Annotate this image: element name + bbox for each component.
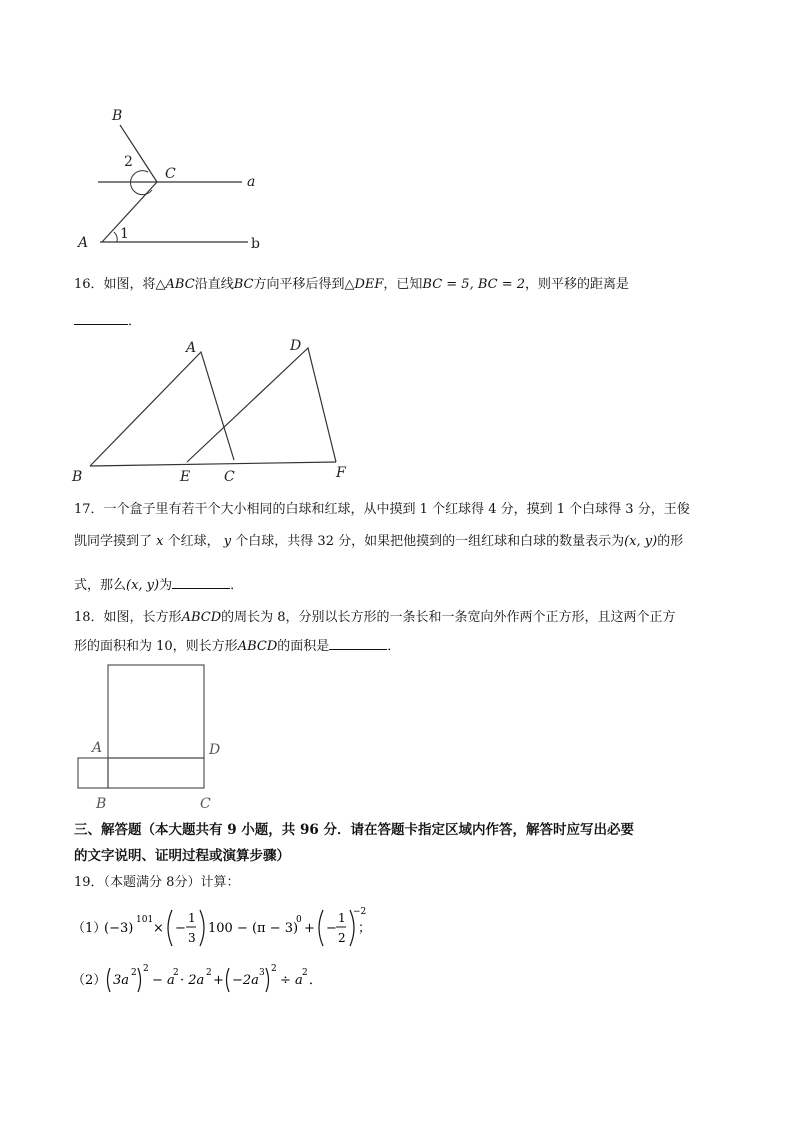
q18-answer-blank[interactable] <box>329 637 387 650</box>
q19-e1-minus: − <box>175 921 186 936</box>
q19-e2-div: ÷ a <box>280 973 303 988</box>
section-3-heading-line-2: 的文字说明、证明过程或演算步骤） <box>74 848 290 864</box>
q18-end: ． <box>387 639 401 654</box>
label-1: 1 <box>120 226 129 242</box>
triangle-def <box>187 348 336 462</box>
q19-e1-mid: 100 − (π − 3) <box>208 921 299 936</box>
q19-e2-d-exp: 3 <box>259 968 265 978</box>
q18-rect-abcd: ABCD <box>181 610 222 625</box>
q19-e1-paren2-left <box>319 910 323 946</box>
q18-rect-abcd-2: ABCD <box>237 639 278 654</box>
q19-e1-exp: 101 <box>136 915 154 925</box>
q19-e2-paren-d-right <box>266 968 269 992</box>
q19-e2-d: −2a <box>232 973 259 988</box>
q19-e1-times: × <box>153 921 164 936</box>
q17-var-x: x <box>156 534 164 549</box>
q19-e2-a: 3a <box>113 973 130 988</box>
figure-translated-triangles <box>68 335 358 485</box>
q19-e2-paren-a-right <box>138 968 141 992</box>
question-17-line-2 <box>74 535 683 548</box>
question-17-line-1 <box>74 503 690 516</box>
q19-e2-end: ． <box>309 973 323 988</box>
q19-e2-c: · 2a <box>180 973 205 988</box>
q19-expression-1 <box>72 902 372 954</box>
q19-e1-frac-den: 3 <box>188 931 196 945</box>
q17-number: 17． <box>74 502 104 517</box>
label-2: 2 <box>124 154 133 170</box>
figure-parallel-lines <box>70 100 280 260</box>
q19-e2-div-exp: 2 <box>302 968 308 978</box>
label-A: A <box>92 740 103 756</box>
q17-pair-2: (x, y) <box>126 578 160 593</box>
rectangle-abcd <box>108 758 204 788</box>
section-3-heading-line-1: 三、解答题（本大题共有 9 小题，共 96 分．请在答题卡指定区域内作答，解答时应写出必要 <box>74 822 634 838</box>
q17-text-2b: 个红球， <box>167 534 220 549</box>
figure-rectangle-squares <box>70 660 240 815</box>
question-18-line-1 <box>74 611 676 624</box>
q19-e2-a-exp: 2 <box>131 968 137 978</box>
q16-given: BC = 5, BC = 2 <box>422 277 526 292</box>
q17-text-3a: 式，那么 <box>74 578 127 593</box>
q19-e2-a-outer: 2 <box>143 964 149 974</box>
q19-e1-exp2: −2 <box>353 907 367 917</box>
q16-text-3: 方向平移后得到△ <box>253 277 355 292</box>
q19-e1-minus-2: − <box>326 921 337 936</box>
label-C: C <box>224 469 235 485</box>
q18-text-1b: 的周长为 8，分别以长方形的一条长和一条宽向外作两个正方形，且这两个正方 <box>221 610 676 625</box>
q17-pair: (x, y) <box>624 534 658 549</box>
q19-e1-end: ； <box>358 921 372 936</box>
q19-e1-base: (−3) <box>104 921 134 936</box>
base-line-bf <box>90 462 336 466</box>
q16-answer-blank[interactable] <box>74 312 128 325</box>
q17-text-1: 一个盒子里有若干个大小相同的白球和红球，从中摸到 1 个红球得 4 分，摸到 1 个白球得 3 分，王俊 <box>103 502 690 517</box>
q18-text-2b: 的面积是 <box>277 639 330 654</box>
question-19-heading: 19．（本题满分 8分）计算： <box>74 875 240 890</box>
label-B: B <box>96 796 107 812</box>
q16-text-2: 沿直线 <box>194 277 234 292</box>
q18-text-2a: 形的面积和为 10，则长方形 <box>74 639 238 654</box>
q16-triangle-def: DEF <box>354 277 384 292</box>
q17-answer-blank[interactable] <box>172 576 230 589</box>
q19-e2-paren-a-left <box>108 968 111 992</box>
angle-1-arc <box>114 232 117 242</box>
q19-e2-c-exp: 2 <box>206 968 212 978</box>
label-C: C <box>200 796 211 812</box>
q16-text-1: 如图，将△ <box>103 277 166 292</box>
label-a: a <box>247 174 256 190</box>
label-D: D <box>290 338 302 354</box>
question-18-line-2 <box>74 637 400 653</box>
label-E: E <box>180 469 191 485</box>
q19-e2-b: − a <box>152 973 175 988</box>
label-b: b <box>251 236 260 252</box>
triangle-abc <box>90 352 234 466</box>
q17-text-2a: 凯同学摸到了 <box>74 534 153 549</box>
label-B: B <box>112 108 123 124</box>
q19-e2-plus: + <box>213 973 224 988</box>
q19-expression-2 <box>72 962 332 998</box>
q16-end: ． <box>128 314 142 329</box>
q19-e1-frac2-den: 2 <box>338 931 346 945</box>
q18-text-1a: 如图，长方形 <box>103 610 182 625</box>
label-D: D <box>209 742 221 758</box>
q19-e2-paren-d-left <box>227 968 230 992</box>
q17-text-3b: 为 <box>159 578 173 593</box>
q19-part-2-label: （2） <box>72 973 107 988</box>
q19-e1-plus: + <box>304 921 315 936</box>
segment-ca <box>102 182 157 242</box>
q19-e2-d-outer: 2 <box>271 964 277 974</box>
square-on-width <box>78 758 108 788</box>
q19-e1-frac-num: 1 <box>188 911 196 925</box>
q19-part-1-label: （1） <box>72 921 107 936</box>
q16-answer-line <box>74 312 141 328</box>
q17-text-2c: 个白球，共得 32 分，如果把他摸到的一组红球和白球的数量表示为 <box>235 534 625 549</box>
question-16 <box>74 278 629 291</box>
label-A: A <box>78 235 89 251</box>
square-on-length <box>108 665 204 758</box>
q19-e1-frac2-num: 1 <box>338 911 346 925</box>
label-A: A <box>186 340 197 356</box>
q17-var-y: y <box>223 534 232 549</box>
q19-e2-b-exp: 2 <box>173 968 179 978</box>
label-B: B <box>72 469 83 485</box>
label-F: F <box>336 465 346 481</box>
q16-triangle-abc: ABC <box>165 277 195 292</box>
question-17-line-3 <box>74 576 243 592</box>
q19-e1-mid-exp: 0 <box>296 915 302 925</box>
q17-text-2d: 的形 <box>657 534 684 549</box>
q16-line-bc: BC <box>233 277 254 292</box>
q18-number: 18． <box>74 610 104 625</box>
q19-e1-paren-right <box>200 910 204 946</box>
q16-text-4: ，已知 <box>383 277 423 292</box>
label-C: C <box>165 166 176 182</box>
q19-e1-paren-left <box>168 910 172 946</box>
q17-end: ． <box>230 578 244 593</box>
q16-text-5: ，则平移的距离是 <box>525 277 630 292</box>
q16-number: 16． <box>74 277 104 292</box>
